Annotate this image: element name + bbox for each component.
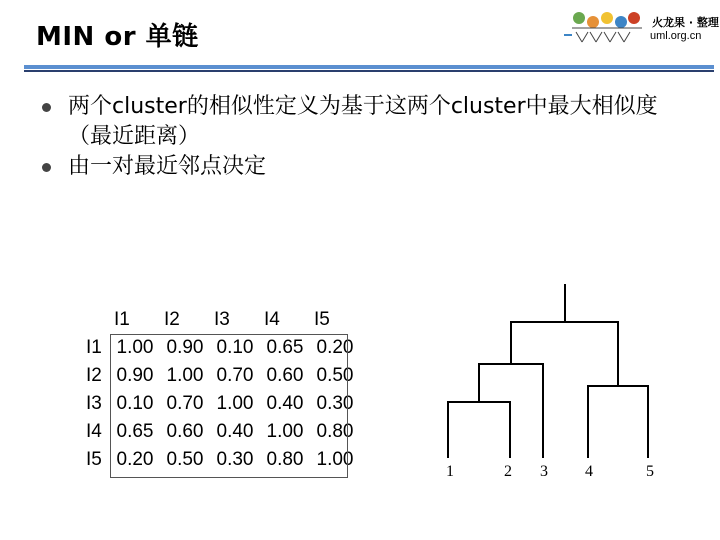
- table-cell: 0.60: [266, 365, 304, 386]
- column-header: I5: [314, 309, 330, 330]
- table-cell: 0.70: [166, 393, 204, 414]
- bullet-text: 由一对最近邻点决定: [68, 154, 267, 179]
- row-header: I1: [86, 337, 102, 358]
- table-cell: 0.20: [316, 337, 354, 358]
- table-cell: 1.00: [316, 449, 354, 470]
- table-cell: 0.40: [216, 421, 254, 442]
- table-cell: 0.10: [116, 393, 154, 414]
- table-row: [86, 334, 360, 362]
- table-cell: 1.00: [216, 393, 254, 414]
- table-cell: 0.30: [316, 393, 354, 414]
- table-cell: 0.90: [116, 365, 154, 386]
- column-header: I2: [164, 309, 180, 330]
- row-header: I2: [86, 365, 102, 386]
- table-cell: 0.10: [216, 337, 254, 358]
- table-cell: 1.00: [116, 337, 154, 358]
- column-header: I4: [264, 309, 280, 330]
- leaf-label: 1: [446, 463, 454, 480]
- table-cell: 0.60: [166, 421, 204, 442]
- table-row: [86, 362, 360, 390]
- column-header: I3: [214, 309, 230, 330]
- table-cell: 0.20: [116, 449, 154, 470]
- header-rule-dark: [24, 70, 714, 72]
- table-cell: 1.00: [166, 365, 204, 386]
- leaf-label: 4: [585, 463, 593, 480]
- column-header: I1: [114, 309, 130, 330]
- bullet-dot-icon: [42, 103, 51, 112]
- bullet-item: [38, 152, 698, 182]
- similarity-matrix: [86, 306, 360, 474]
- table-cell: 0.40: [266, 393, 304, 414]
- table-cell: 0.90: [166, 337, 204, 358]
- logo-text-url: uml.org.cn: [650, 30, 702, 42]
- table-header-row: [86, 306, 360, 334]
- table-row: [86, 418, 360, 446]
- table-cell: 1.00: [266, 421, 304, 442]
- table-row: [86, 390, 360, 418]
- dendrogram: [420, 276, 680, 486]
- row-header: I4: [86, 421, 102, 442]
- slide-title: MIN or 单链: [36, 22, 199, 52]
- leaf-label: 2: [504, 463, 512, 480]
- table-cell: 0.50: [166, 449, 204, 470]
- table-row: [86, 446, 360, 474]
- table-cell: 0.65: [116, 421, 154, 442]
- bullet-list: [38, 92, 698, 182]
- table-cell: 0.80: [266, 449, 304, 470]
- table-cell: 0.65: [266, 337, 304, 358]
- header-rule-blue: [24, 65, 714, 69]
- table-cell: 0.50: [316, 365, 354, 386]
- bullet-text: 两个cluster的相似性定义为基于这两个cluster中最大相似度（最近距离）: [68, 94, 658, 149]
- bullet-dot-icon: [42, 163, 51, 172]
- leaf-label: 3: [540, 463, 548, 480]
- dendrogram-merge-123-45: [511, 322, 618, 386]
- leaf-label: 5: [646, 463, 654, 480]
- dendrogram-merge-1-2: [448, 402, 510, 458]
- table-cell: 0.30: [216, 449, 254, 470]
- table-cell: 0.80: [316, 421, 354, 442]
- similarity-table: [86, 306, 360, 474]
- table-cell: 0.70: [216, 365, 254, 386]
- logo-text-brand: 火龙果 · 整理: [652, 16, 719, 29]
- dendrogram-merge-4-5: [588, 386, 648, 458]
- row-header: I5: [86, 449, 102, 470]
- row-header: I3: [86, 393, 102, 414]
- bullet-item: [38, 92, 698, 152]
